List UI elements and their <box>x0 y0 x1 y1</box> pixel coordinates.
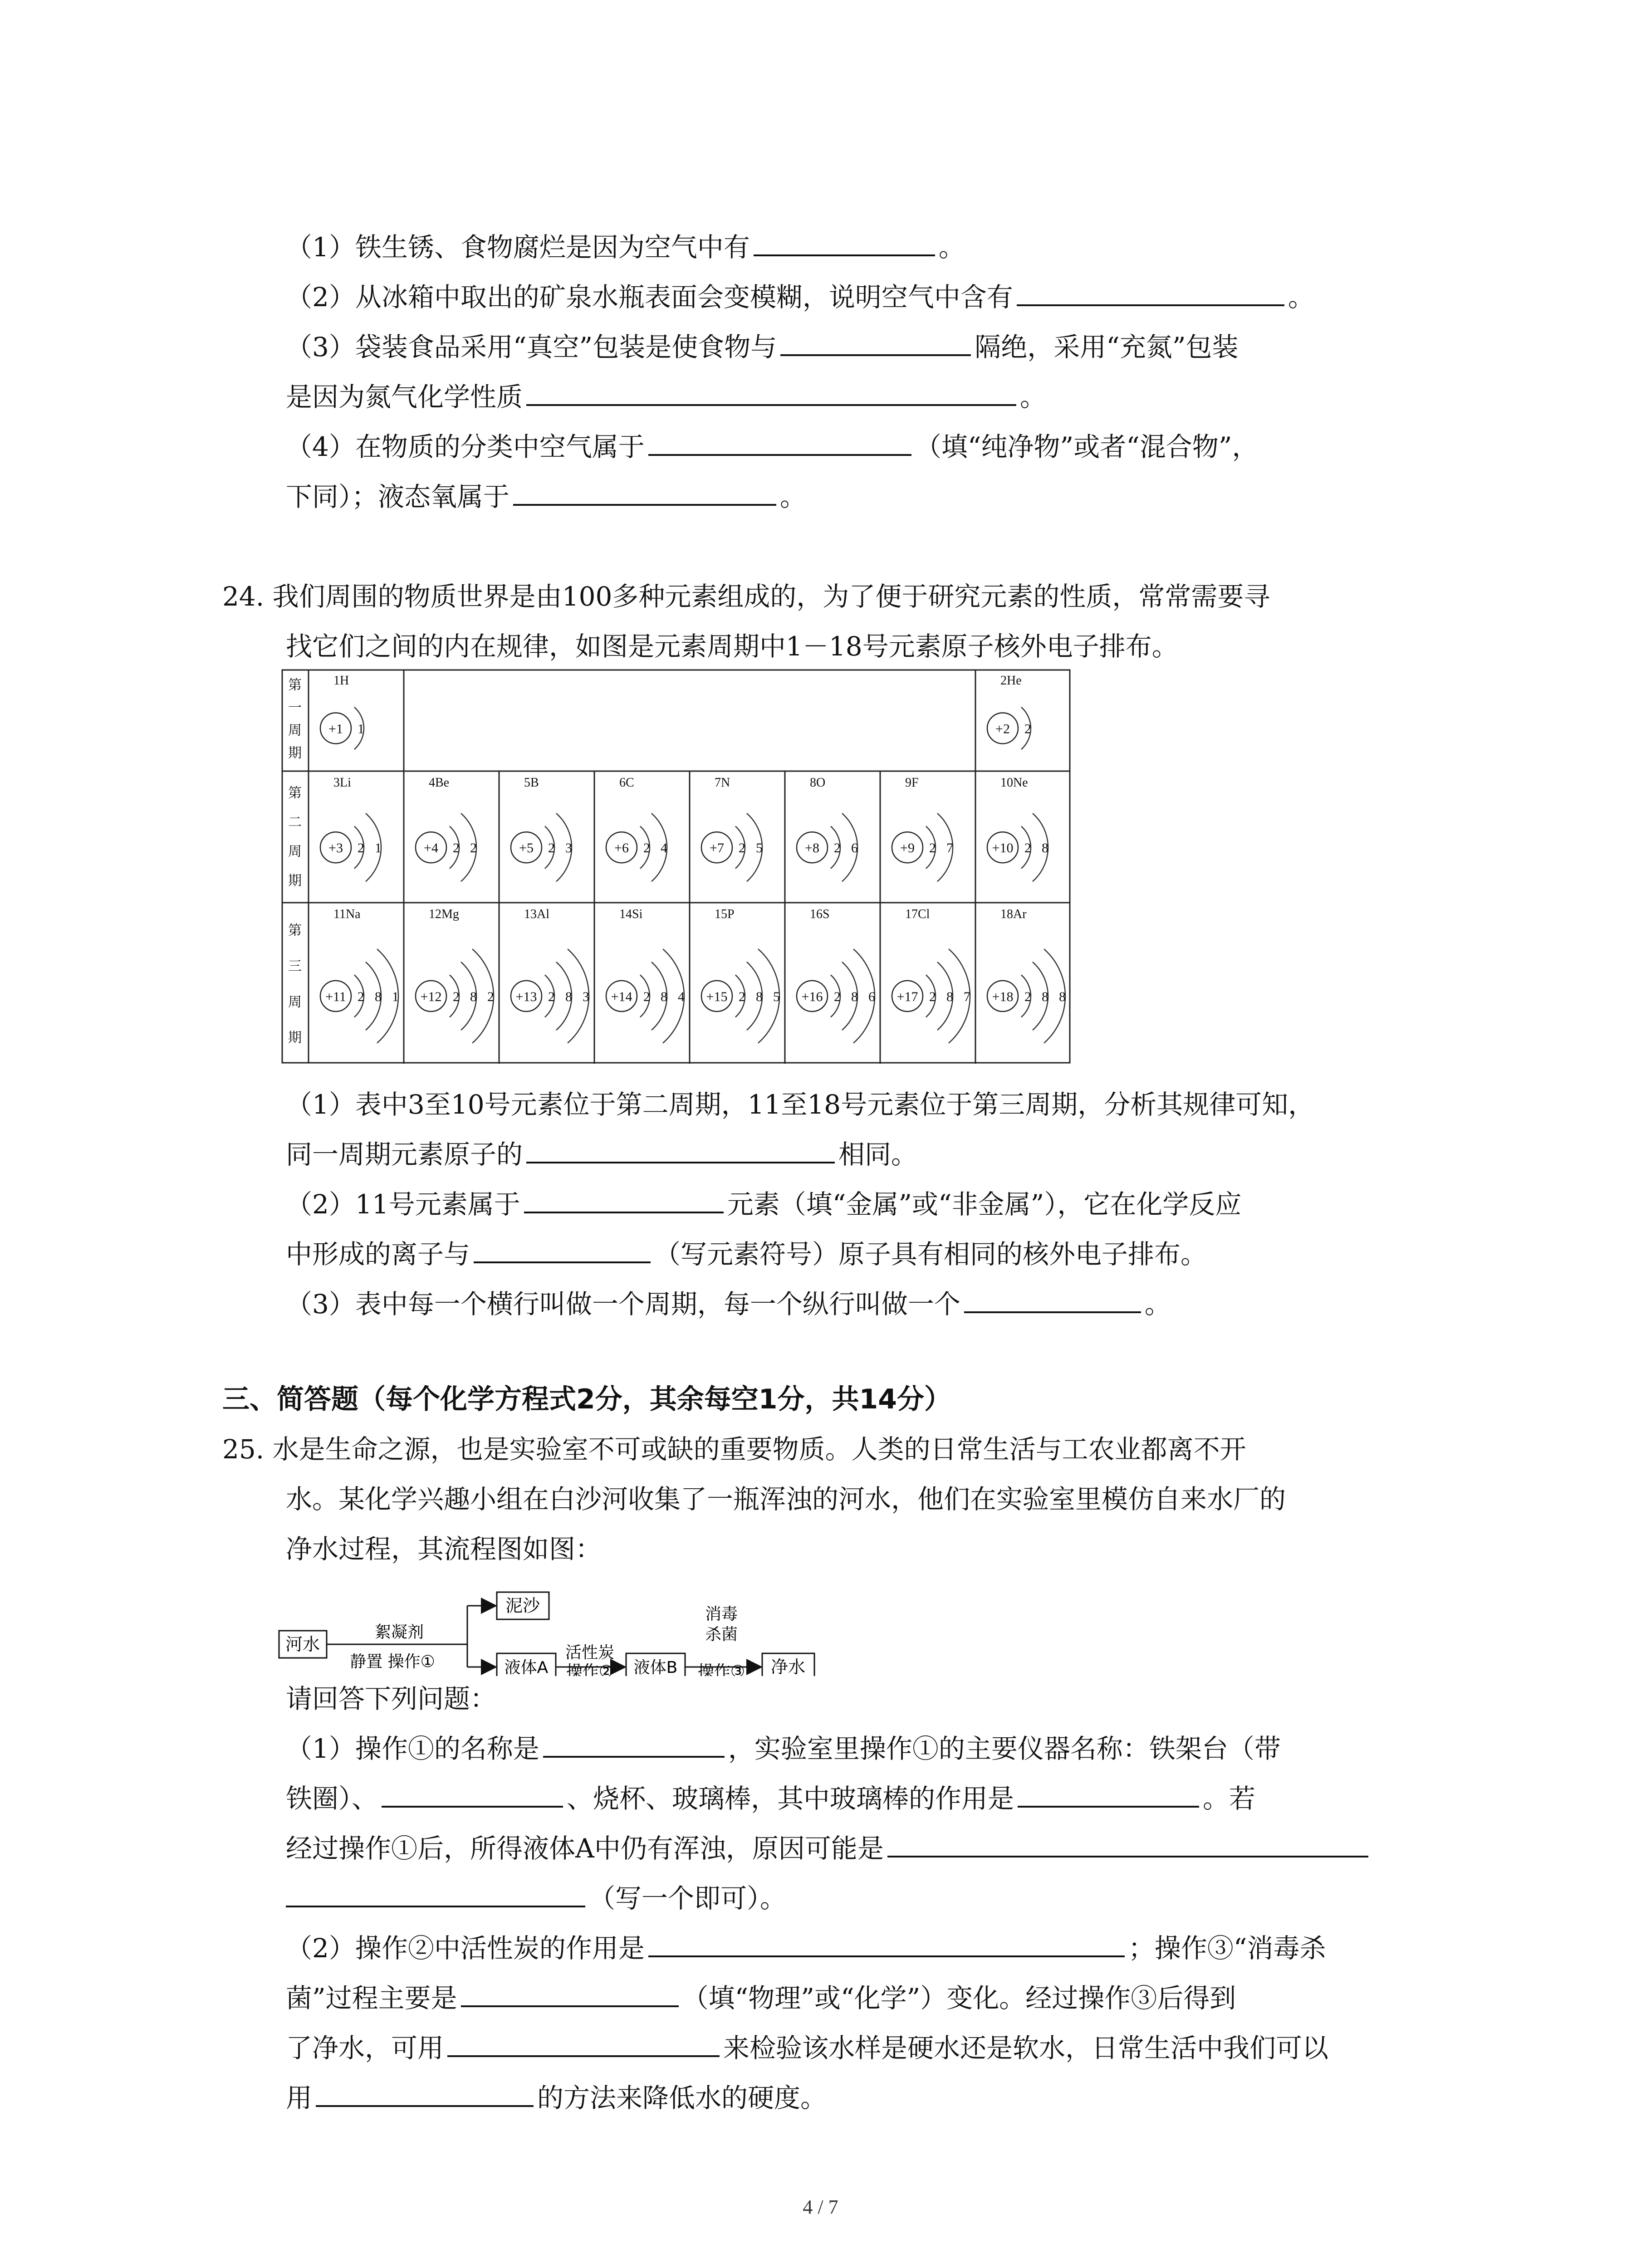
element-cell-shell-count: 2 <box>834 841 841 856</box>
answer-blank[interactable] <box>1018 1780 1199 1808</box>
river-label: 河水 <box>285 1634 320 1654</box>
element-cell-nucleus-charge: +16 <box>801 989 823 1004</box>
element-cell-shell-count: 2 <box>834 989 841 1004</box>
step2-label: 操作② <box>566 1662 614 1676</box>
element-cell-shell-count: 8 <box>1042 989 1048 1004</box>
element-cell-symbol: 10Ne <box>1000 776 1028 790</box>
element-cell-symbol: 13Al <box>524 907 549 921</box>
element-cell-shell-count: 2 <box>548 841 555 856</box>
element-cell-shell-count: 2 <box>1024 841 1031 856</box>
element-cell-nucleus-charge: +8 <box>805 841 819 856</box>
q23-part3a: （3）袋装食品采用“真空”包装是使食物与 隔绝，采用“充氮”包装 <box>286 329 1239 365</box>
section-heading: 三、简答题（每个化学方程式2分，其余每空1分，共14分） <box>222 1383 951 1415</box>
element-cell-nucleus-charge: +15 <box>706 989 728 1004</box>
q25-intro-line1: 25. 水是生命之源，也是实验室不可或缺的重要物质。人类的日常生活与工农业都离不开 <box>222 1434 1246 1465</box>
element-cell-shell-count: 8 <box>851 989 858 1004</box>
answer-blank[interactable] <box>543 1730 725 1758</box>
element-cell-symbol: 11Na <box>333 907 361 921</box>
mud-label: 泥沙 <box>505 1596 540 1616</box>
periodic-table-figure <box>281 669 1071 1079</box>
period-label-char: 期 <box>288 873 302 889</box>
disinfect-label: 消毒 <box>705 1605 738 1623</box>
element-cell-symbol: 3Li <box>333 776 351 790</box>
pure-water-label: 净水 <box>770 1657 806 1676</box>
q24-intro-line1: 24. 我们周围的物质世界是由100多种元素组成的，为了便于研究元素的性质，常常需要寻 <box>222 581 1270 612</box>
element-cell-shell-count: 7 <box>946 841 953 856</box>
q24-intro-line2: 找它们之间的内在规律，如图是元素周期中1－18号元素原子核外电子排布。 <box>286 631 1178 662</box>
element-cell-nucleus-charge: +9 <box>900 841 915 856</box>
element-cell-symbol: 4Be <box>429 776 450 790</box>
element-cell-nucleus-charge: +4 <box>424 841 438 856</box>
element-cell-symbol: 18Ar <box>1000 907 1027 921</box>
period-label-char: 三 <box>288 958 302 974</box>
period-label-char: 期 <box>288 1030 302 1046</box>
element-cell-shell-count: 2 <box>1024 721 1031 737</box>
q25-part2a: （2）操作②中活性炭的作用是 ；操作③“消毒杀 <box>286 1930 1326 1966</box>
element-cell-symbol: 15P <box>715 907 735 921</box>
q24-part2a: （2）11号元素属于 元素（填“金属”或“非金属”），它在化学反应 <box>286 1186 1241 1222</box>
step3-label: 操作③ <box>697 1662 745 1676</box>
element-cell-nucleus-charge: +6 <box>614 841 629 856</box>
q24-part1a: （1）表中3至10号元素位于第二周期，11至18号元素位于第三周期，分析其规律可知， <box>286 1089 1315 1120</box>
element-cell-nucleus-charge: +14 <box>611 989 632 1004</box>
q24-part3: （3）表中每一个横行叫做一个周期，每一个纵行叫做一个 。 <box>286 1286 1171 1322</box>
element-cell-shell-count: 8 <box>661 989 667 1004</box>
element-cell-shell-count: 1 <box>358 721 364 737</box>
answer-blank[interactable] <box>513 479 776 506</box>
answer-blank[interactable] <box>754 229 935 256</box>
sterilize-label: 杀菌 <box>705 1625 738 1644</box>
step1-label: 静置 操作① <box>350 1652 435 1671</box>
carbon-label: 活性炭 <box>565 1643 615 1662</box>
answer-blank[interactable] <box>887 1830 1368 1857</box>
electron-configuration-diagram <box>281 669 1071 1077</box>
answer-blank[interactable] <box>648 429 911 456</box>
element-cell-nucleus-charge: +1 <box>328 721 343 737</box>
element-cell-nucleus-charge: +13 <box>515 989 537 1004</box>
answer-blank[interactable] <box>474 1236 651 1263</box>
element-cell-symbol: 6C <box>619 776 634 790</box>
element-cell-nucleus-charge: +18 <box>992 989 1014 1004</box>
period-label-char: 第 <box>288 785 302 801</box>
q23-part4b: 下同）；液态氧属于 。 <box>286 479 806 515</box>
element-cell-shell-count: 7 <box>964 989 970 1004</box>
liquidA-label: 液体A <box>504 1658 549 1676</box>
q25-intro-line3: 净水过程，其流程图如图： <box>286 1534 602 1564</box>
element-cell-symbol: 12Mg <box>429 907 459 921</box>
element-cell-shell-count: 2 <box>643 841 650 856</box>
period-label-char: 第 <box>288 923 302 938</box>
element-cell-shell-count: 1 <box>392 989 399 1004</box>
answer-blank[interactable] <box>648 1930 1125 1957</box>
element-cell-shell-count: 6 <box>868 989 875 1004</box>
flowchart-svg <box>277 1576 848 1676</box>
answer-blank[interactable] <box>286 1880 585 1907</box>
element-cell-nucleus-charge: +3 <box>328 841 343 856</box>
element-cell-nucleus-charge: +11 <box>325 989 346 1004</box>
element-cell-shell-count: 4 <box>661 841 667 856</box>
element-cell-shell-count: 5 <box>773 989 780 1004</box>
water-purification-flowchart <box>277 1576 848 1678</box>
element-cell-nucleus-charge: +10 <box>992 841 1014 856</box>
q25-part1d: （写一个即可）。 <box>286 1880 786 1916</box>
answer-blank[interactable] <box>447 2030 720 2057</box>
element-cell-shell-count: 2 <box>358 989 364 1004</box>
answer-blank[interactable] <box>526 379 1016 406</box>
q25-part2d: 用 的方法来降低水的硬度。 <box>286 2080 827 2116</box>
q24-part2b: 中形成的离子与 （写元素符号）原子具有相同的核外电子排布。 <box>286 1236 1207 1272</box>
period-label-char: 第 <box>288 677 302 693</box>
element-cell-shell-count: 3 <box>583 989 589 1004</box>
period-label-char: 周 <box>288 843 302 860</box>
q24-part1b: 同一周期元素原子的 相同。 <box>286 1136 917 1173</box>
element-cell-shell-count: 8 <box>946 989 953 1004</box>
element-cell-shell-count: 2 <box>358 841 364 856</box>
element-cell-nucleus-charge: +2 <box>995 721 1010 737</box>
q25-part1a: （1）操作①的名称是 ，实验室里操作①的主要仪器名称：铁架台（带 <box>286 1730 1281 1767</box>
answer-blank[interactable] <box>964 1286 1141 1313</box>
q25-part2c: 了净水，可用 来检验该水样是硬水还是软水，日常生活中我们可以 <box>286 2030 1328 2066</box>
element-cell-symbol: 8O <box>810 776 826 790</box>
element-cell-symbol: 2He <box>1000 674 1022 688</box>
element-cell-shell-count: 4 <box>678 989 685 1004</box>
element-cell-shell-count: 5 <box>756 841 763 856</box>
answer-blank[interactable] <box>1017 279 1284 306</box>
element-cell-shell-count: 8 <box>565 989 572 1004</box>
element-cell-nucleus-charge: +7 <box>710 841 724 856</box>
element-cell-shell-count: 2 <box>548 989 555 1004</box>
element-cell-shell-count: 2 <box>487 989 494 1004</box>
liquidB-label: 液体B <box>633 1658 678 1676</box>
element-cell-shell-count: 2 <box>929 989 936 1004</box>
answer-blank[interactable] <box>461 1980 679 2007</box>
element-cell-symbol: 1H <box>333 674 349 688</box>
q25-part2b: 菌”过程主要是 （填“物理”或“化学”）变化。经过操作③后得到 <box>286 1980 1236 2016</box>
element-cell-shell-count: 8 <box>1059 989 1066 1004</box>
answer-blank[interactable] <box>526 1136 835 1163</box>
element-cell-shell-count: 2 <box>739 989 745 1004</box>
element-cell-shell-count: 2 <box>453 989 460 1004</box>
answer-blank[interactable] <box>316 2080 534 2107</box>
answer-blank[interactable] <box>382 1780 563 1808</box>
page-number: 4 / 7 <box>803 2196 838 2218</box>
element-cell-shell-count: 2 <box>929 841 936 856</box>
element-cell-symbol: 14Si <box>619 907 643 921</box>
period-label-char: 一 <box>288 700 302 716</box>
element-cell-shell-count: 2 <box>739 841 745 856</box>
element-cell-shell-count: 2 <box>1024 989 1031 1004</box>
period-label-char: 期 <box>288 745 302 761</box>
period-label-char: 周 <box>288 723 302 738</box>
period-label-char: 二 <box>288 814 302 831</box>
element-cell-symbol: 16S <box>810 907 830 921</box>
q23-part1: （1）铁生锈、食物腐烂是因为空气中有 。 <box>286 229 965 265</box>
element-cell-shell-count: 2 <box>643 989 650 1004</box>
element-cell-symbol: 5B <box>524 776 539 790</box>
period-label-char: 周 <box>288 994 302 1010</box>
element-cell-nucleus-charge: +17 <box>896 989 918 1004</box>
element-cell-symbol: 7N <box>715 776 730 790</box>
element-cell-nucleus-charge: +12 <box>420 989 442 1004</box>
q23-part3b: 是因为氮气化学性质 。 <box>286 379 1046 415</box>
element-cell-shell-count: 2 <box>470 841 477 856</box>
element-cell-shell-count: 8 <box>756 989 763 1004</box>
q25-intro-line2: 水。某化学兴趣小组在白沙河收集了一瓶浑浊的河水，他们在实验室里模仿自来水厂的 <box>286 1484 1286 1515</box>
q23-part2: （2）从冰箱中取出的矿泉水瓶表面会变模糊，说明空气中含有 。 <box>286 279 1314 315</box>
element-cell-shell-count: 8 <box>375 989 382 1004</box>
q25-part1b: 铁圈）、 、烧杯、玻璃棒，其中玻璃棒的作用是 。若 <box>286 1780 1255 1817</box>
q25-part1c: 经过操作①后，所得液体A中仍有浑浊，原因可能是 <box>286 1830 1372 1867</box>
element-cell-shell-count: 6 <box>851 841 858 856</box>
element-cell-shell-count: 8 <box>1042 841 1048 856</box>
element-cell-nucleus-charge: +5 <box>519 841 534 856</box>
answer-blank[interactable] <box>524 1186 724 1213</box>
element-cell-symbol: 9F <box>905 776 919 790</box>
element-cell-symbol: 17Cl <box>905 907 930 921</box>
element-cell-shell-count: 1 <box>375 841 382 856</box>
element-cell-shell-count: 3 <box>565 841 572 856</box>
q25-ask: 请回答下列问题： <box>286 1683 497 1714</box>
flocculant-label: 絮凝剂 <box>374 1623 424 1642</box>
q23-part4a: （4）在物质的分类中空气属于 （填“纯净物”或者“混合物”， <box>286 429 1259 465</box>
element-cell-shell-count: 8 <box>470 989 477 1004</box>
element-cell-shell-count: 2 <box>453 841 460 856</box>
answer-blank[interactable] <box>780 329 971 356</box>
